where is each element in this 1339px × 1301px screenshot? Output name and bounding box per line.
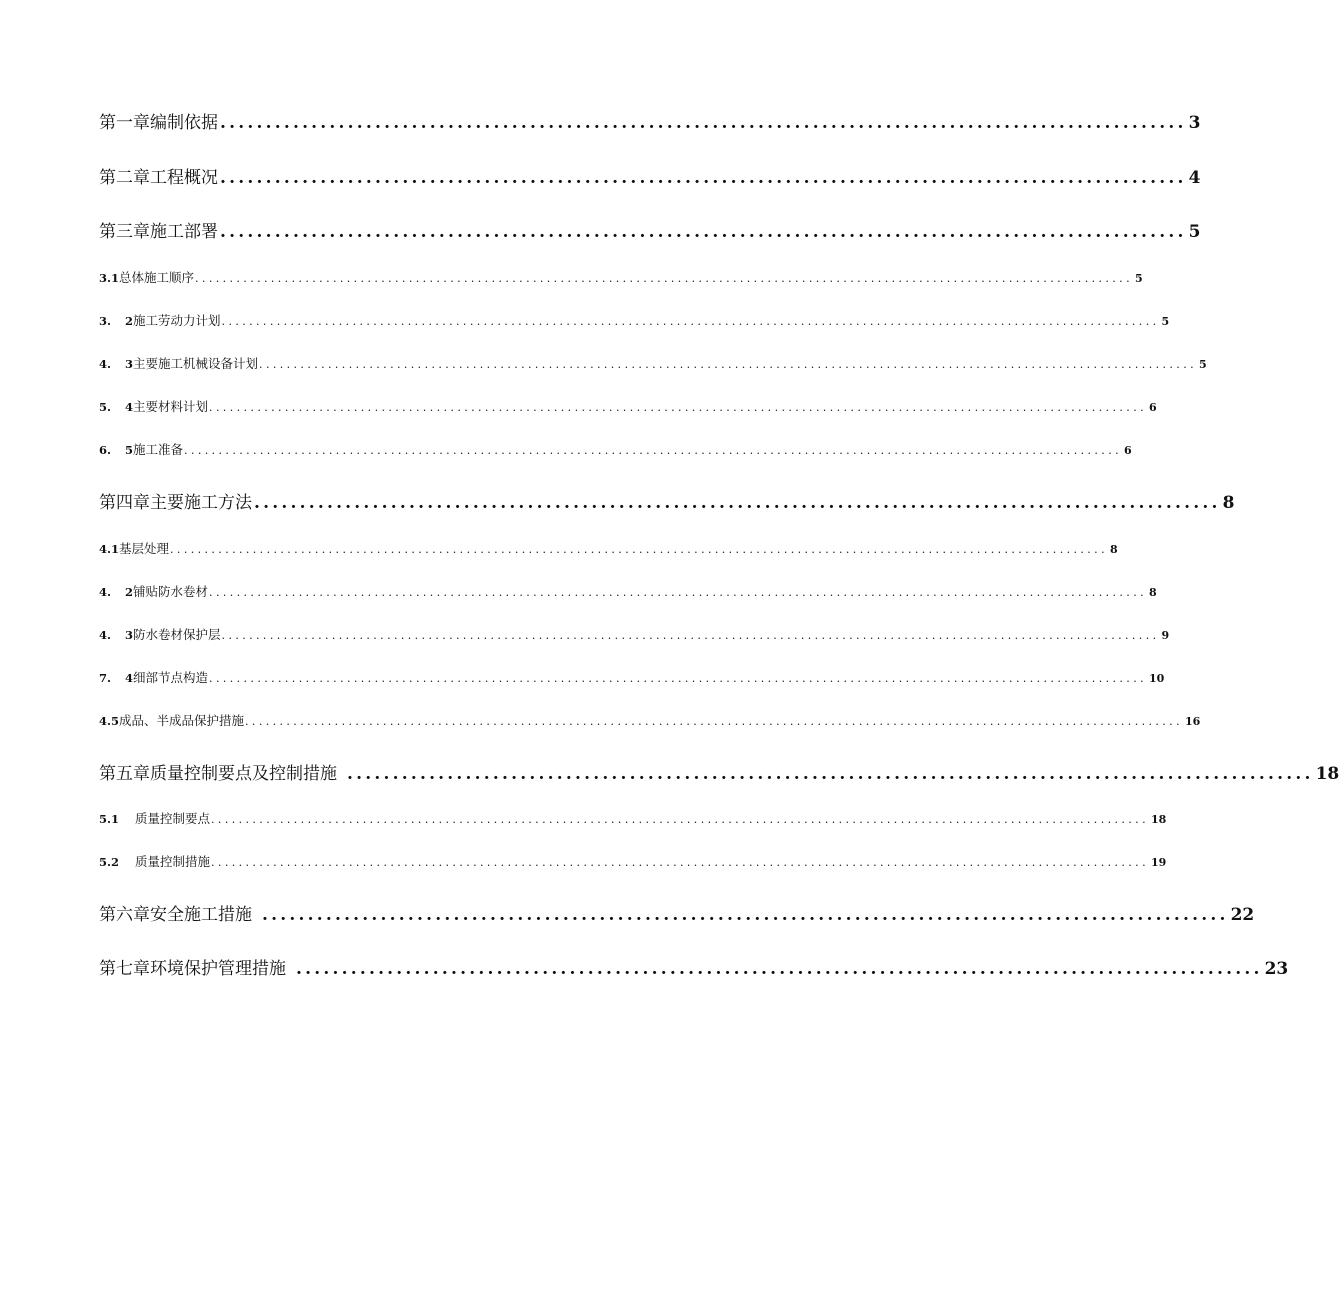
toc-entry-page: 9	[1161, 629, 1170, 642]
toc-entry-section-3-2[interactable]	[99, 312, 1170, 330]
section-subnumber: 5	[125, 443, 134, 457]
toc-entry-section-4-1[interactable]	[99, 540, 1118, 558]
dot-leader: ........................................................................................................................................	[221, 629, 1160, 642]
toc-entry-chapter-7[interactable]	[99, 957, 1289, 981]
dot-leader: ..........................................................................................................	[347, 764, 1314, 784]
dot-leader: ........................................................................................................................................	[170, 543, 1108, 556]
dot-leader: ........................................................................................................................................	[184, 444, 1122, 457]
toc-entry-title: 防水卷材保护层	[133, 627, 221, 642]
section-subnumber: 3	[125, 628, 134, 642]
dot-leader: ........................................................................................................................................	[209, 586, 1147, 599]
toc-entry-section-3-4[interactable]	[99, 398, 1157, 416]
section-number: 5.	[99, 400, 112, 414]
section-subnumber: 4	[125, 400, 134, 414]
toc-entry-title: 主要材料计划	[133, 399, 209, 414]
toc-entry-page: 18	[1315, 764, 1339, 784]
section-subnumber: 2	[125, 585, 134, 599]
toc-entry-title: 施工劳动力计划	[133, 313, 221, 328]
toc-entry-title: 成品、半成品保护措施	[119, 713, 245, 728]
dot-leader: ........................................................................................................................................	[209, 401, 1147, 414]
toc-entry-title: 第二章工程概况	[99, 168, 218, 188]
section-number: 3.1	[99, 271, 120, 285]
toc-entry-page: 5	[1134, 272, 1143, 285]
toc-entry-chapter-4[interactable]	[99, 491, 1235, 515]
toc-entry-section-4-3[interactable]	[99, 626, 1170, 644]
section-number: 3.	[99, 314, 112, 328]
toc-entry-page: 6	[1123, 444, 1132, 457]
toc-entry-page: 5	[1161, 315, 1170, 328]
section-number: 4.1	[99, 542, 120, 556]
toc-entry-page: 23	[1264, 959, 1289, 979]
section-number: 4.	[99, 628, 112, 642]
dot-leader: ........................................................................................................................................	[221, 315, 1160, 328]
dot-leader: ..........................................................................................................	[262, 905, 1229, 925]
dot-leader: ........................................................................................................................................	[259, 358, 1197, 371]
section-number: 5.1	[99, 812, 120, 826]
toc-entry-section-4-4[interactable]	[99, 669, 1165, 687]
section-number: 4.5	[99, 714, 120, 728]
section-subnumber: 2	[125, 314, 134, 328]
toc-entry-title: 第七章环境保护管理措施	[99, 959, 286, 979]
dot-leader: ..........................................................................................................	[220, 113, 1187, 133]
toc-entry-page: 10	[1148, 672, 1165, 685]
dot-leader: ..........................................................................................................	[254, 493, 1221, 513]
toc-entry-title: 基层处理	[119, 541, 170, 556]
toc-entry-page: 8	[1148, 586, 1157, 599]
toc-entry-title: 第一章编制依据	[99, 113, 218, 133]
toc-entry-chapter-5[interactable]	[99, 762, 1339, 786]
toc-entry-chapter-3[interactable]	[99, 220, 1201, 244]
toc-entry-title: 质量控制要点	[135, 811, 211, 826]
toc-entry-page: 22	[1230, 905, 1255, 925]
toc-entry-title: 第五章质量控制要点及控制措施	[99, 764, 337, 784]
section-number: 6.	[99, 443, 112, 457]
toc-entry-title: 第六章安全施工措施	[99, 905, 252, 925]
toc-entry-title: 总体施工顺序	[119, 270, 195, 285]
toc-entry-chapter-2[interactable]	[99, 166, 1201, 190]
toc-entry-page: 5	[1188, 222, 1201, 242]
dot-leader: ........................................................................................................................................	[211, 813, 1149, 826]
toc-entry-page: 19	[1150, 856, 1167, 869]
section-number: 7.	[99, 671, 112, 685]
toc-entry-section-3-1[interactable]	[99, 269, 1143, 287]
toc-entry-section-4-5[interactable]	[99, 712, 1201, 730]
toc-entry-section-3-5[interactable]	[99, 441, 1132, 459]
toc-entry-section-3-3[interactable]	[99, 355, 1207, 373]
toc-entry-title: 第四章主要施工方法	[99, 493, 252, 513]
dot-leader: ..........................................................................................................	[220, 222, 1187, 242]
toc-entry-title: 质量控制措施	[135, 854, 211, 869]
toc-entry-title: 铺贴防水卷材	[133, 584, 209, 599]
section-subnumber: 4	[125, 671, 134, 685]
section-number: 4.	[99, 585, 112, 599]
dot-leader: ........................................................................................................................................	[211, 856, 1149, 869]
section-number: 5.2	[99, 855, 120, 869]
dot-leader: ........................................................................................................................................	[195, 272, 1133, 285]
section-number: 4.	[99, 357, 112, 371]
toc-entry-title: 主要施工机械设备计划	[133, 356, 259, 371]
toc-entry-section-5-2[interactable]	[99, 853, 1167, 871]
toc-entry-page: 3	[1188, 113, 1201, 133]
dot-leader: ..........................................................................................................	[296, 959, 1263, 979]
toc-entry-page: 8	[1109, 543, 1118, 556]
dot-leader: ........................................................................................................................................	[209, 672, 1147, 685]
toc-entry-chapter-6[interactable]	[99, 903, 1255, 927]
toc-entry-section-4-2[interactable]	[99, 583, 1157, 601]
toc-entry-page: 4	[1188, 168, 1201, 188]
toc-entry-title: 第三章施工部署	[99, 222, 218, 242]
toc-entry-chapter-1[interactable]	[99, 111, 1201, 135]
toc-entry-page: 5	[1198, 358, 1207, 371]
toc-entry-page: 6	[1148, 401, 1157, 414]
toc-entry-section-5-1[interactable]	[99, 810, 1167, 828]
dot-leader: ..........................................................................................................	[220, 168, 1187, 188]
toc-entry-title: 施工准备	[133, 442, 184, 457]
toc-entry-title: 细部节点构造	[133, 670, 209, 685]
section-subnumber: 3	[125, 357, 134, 371]
toc-entry-page: 18	[1150, 813, 1167, 826]
toc-entry-page: 8	[1222, 493, 1235, 513]
dot-leader: ........................................................................................................................................	[245, 715, 1183, 728]
toc-entry-page: 16	[1184, 715, 1201, 728]
